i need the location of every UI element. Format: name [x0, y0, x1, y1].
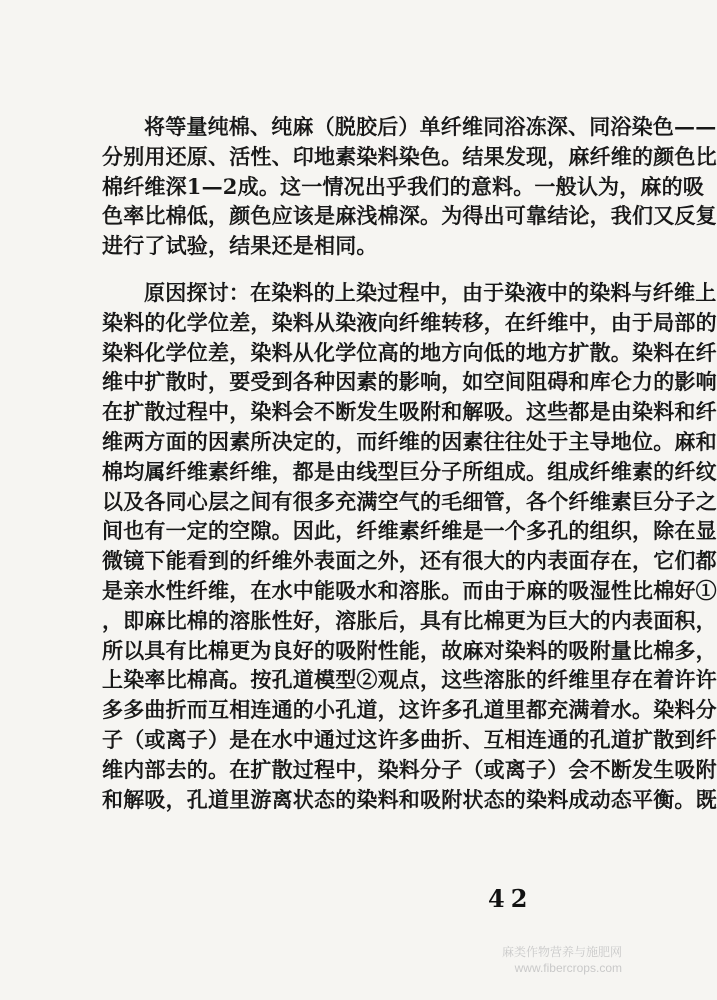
text-line: 微镜下能看到的纤维外表面之外，还有很大的内表面存在，它们都 [102, 548, 717, 574]
paragraph-2 [102, 278, 717, 814]
watermark-line-1: 麻类作物营养与施肥网 [501, 945, 622, 959]
text-line: 棉纤维深1—2成。这一情况出乎我们的意料。一般认为，麻的吸 [102, 173, 705, 199]
text-line: 以及各同心层之间有很多充满空气的毛细管，各个纤维素巨分子之 [102, 488, 717, 514]
text-line: ，即麻比棉的溶胀性好，溶胀后，具有比棉更为巨大的内表面积， [102, 607, 717, 633]
text-line: 维中扩散时，要受到各种因素的影响，如空间阻碍和库仑力的影响 [102, 369, 717, 395]
page-number: 42 [488, 884, 534, 913]
text-line: 和解吸，孔道里游离状态的染料和吸附状态的染料成动态平衡。既 [102, 786, 717, 812]
text-line: 上染率比棉高。按孔道模型②观点，这些溶胀的纤维里存在着许许 [102, 667, 717, 693]
text-line: 染料的化学位差，染料从染液向纤维转移，在纤维中，由于局部的 [102, 309, 717, 335]
text-line: 是亲水性纤维，在水中能吸水和溶胀。而由于麻的吸湿性比棉好① [102, 577, 717, 603]
text-line: 棉均属纤维素纤维，都是由线型巨分子所组成。组成纤维素的纤纹 [102, 458, 717, 484]
paragraph-1 [102, 112, 717, 261]
text-line: 将等量纯棉、纯麻（脱胶后）单纤维同浴冻深、同浴染色—— [144, 114, 717, 139]
text-line: 子（或离子）是在水中通过这许多曲折、互相连通的孔道扩散到纤 [102, 726, 717, 752]
watermark-line-2: www.fibercrops.com [514, 961, 622, 975]
text-line: 分别用还原、活性、印地素染料染色。结果发现，麻纤维的颜色比 [102, 143, 717, 169]
text-line: 在扩散过程中，染料会不断发生吸附和解吸。这些都是由染料和纤 [102, 399, 717, 425]
text-line: 维两方面的因素所决定的，而纤维的因素往往处于主导地位。麻和 [102, 428, 717, 454]
text-line: 原因探讨：在染料的上染过程中，由于染液中的染料与纤维上 [144, 280, 717, 305]
text-line: 所以具有比棉更为良好的吸附性能，故麻对染料的吸附量比棉多， [102, 637, 717, 663]
text-line: 多多曲折而互相连通的小孔道，这许多孔道里都充满着水。染料分 [102, 697, 717, 723]
text-line: 进行了试验，结果还是相同。 [102, 233, 378, 259]
text-line: 维内部去的。在扩散过程中，染料分子（或离子）会不断发生吸附 [102, 756, 717, 782]
text-line: 间也有一定的空隙。因此，纤维素纤维是一个多孔的组织，除在显 [102, 518, 717, 544]
text-line: 色率比棉低，颜色应该是麻浅棉深。为得出可靠结论，我们又反复 [102, 203, 717, 229]
text-line: 染料化学位差，染料从化学位高的地方向低的地方扩散。染料在纤 [102, 339, 717, 365]
watermark [502, 944, 622, 976]
